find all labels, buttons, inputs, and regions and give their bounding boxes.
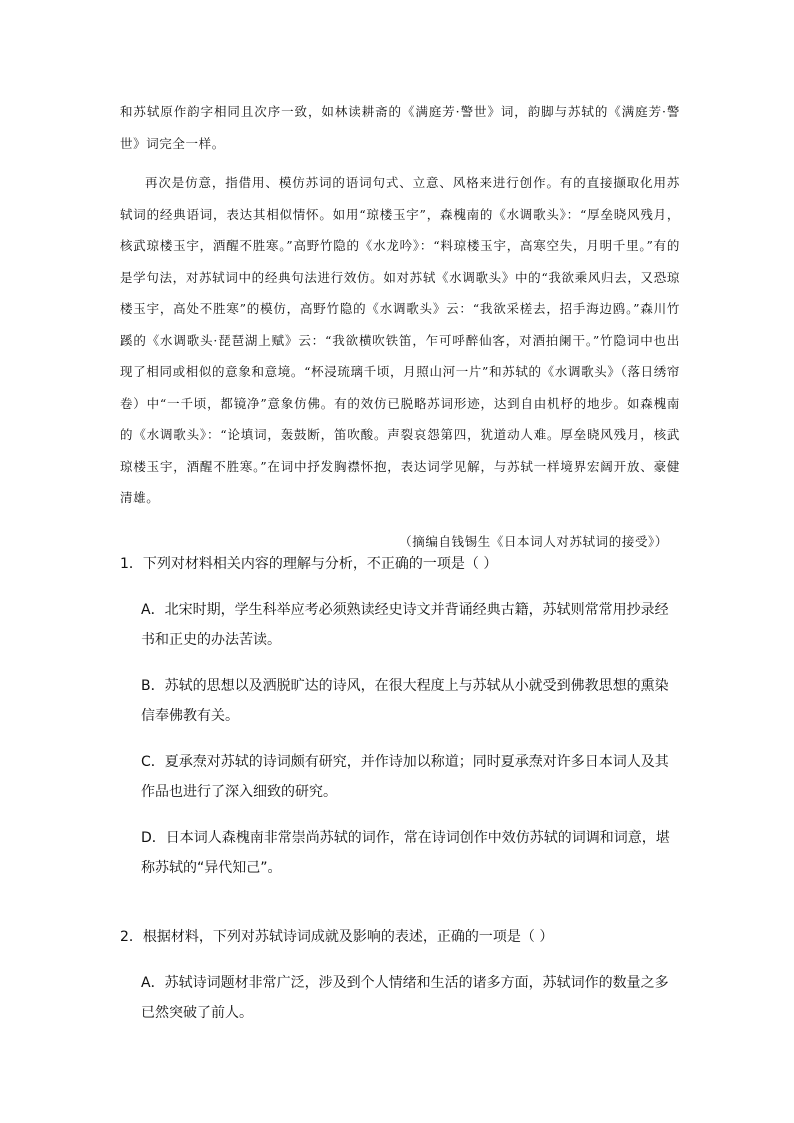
question-2 [120, 922, 680, 1028]
question-1-stem: 1．下列对材料相关内容的理解与分析，不正确的一项是（ ） [120, 556, 498, 572]
passage-paragraph-imitation: 再次是仿意，指借用、模仿苏词的语词句式、立意、风格来进行创作。有的直接撷取化用苏轼词的经典语词，表达其相似情怀。如用“琼楼玉宇”，森槐南的《水调歌头》：“厚垒晓风残月，核武琼楼玉宇，酒醒不胜寒。”高野竹隐的《水龙吟》：“料琼楼玉宇，高寒空失，月明千里。”有的是学句法，对苏轼词中的经典句法进行效仿。如对苏轼《水调歌头》中的“我欲乘风归去，又恐琼楼玉宇，高处不胜寒”的模仿，高野竹隐的《水调歌头》云：“我欲采槎去，招手海边鸥。”森川竹蹊的《水调歌头·琵琶湖上赋》云：“我欲横吹铁笛，乍可呼醉仙客，对酒拍阑干。”竹隐词中也出现了相同或相似的意象和意境。“杯浸琉璃千顷，月照山河一片”和苏轼的《水调歌头》（落日绣帘卷）中“一千顷，都镜净”意象仿佛。有的效仿已脱略苏词形迹，达到自由机杼的地步。如森槐南的《水调歌头》：“论填词，轰鼓断，笛吹酸。声裂哀怨第四，犹道动人难。厚垒晓风残月，核武琼楼玉宇，酒醒不胜寒。”在词中抒发胸襟怀抱，表达词学见解，与苏轼一样境界宏阔开放、豪健清雄。 [120, 175, 680, 505]
reading-passage [120, 96, 680, 514]
question-1 [120, 549, 680, 883]
question-1-option-d[interactable]: D．日本词人森槐南非常崇尚苏轼的词作，常在诗词创作中效仿苏轼的词调和词意，堪称苏轼的“异代知己”。 [141, 830, 670, 876]
question-1-option-c[interactable]: C．夏承焘对苏轼的诗词颇有研究，并作诗加以称道；同时夏承焘对许多日本词人及其作品也进行了深入细致的研究。 [141, 754, 669, 800]
question-1-option-b[interactable]: B．苏轼的思想以及洒脱旷达的诗风，在很大程度上与苏轼从小就受到佛教思想的熏染信奉佛教有关。 [141, 678, 669, 724]
passage-paragraph-continued: 和苏轼原作韵字相同且次序一致，如林读耕斋的《满庭芳·警世》词，韵脚与苏轼的《满庭芳·警世》词完全一样。 [120, 104, 680, 151]
question-1-option-a[interactable]: A．北宋时期，学生科举应考必须熟读经史诗文并背诵经典古籍，苏轼则常常用抄录经书和正史的办法苦读。 [141, 602, 669, 648]
question-2-stem: 2．根据材料，下列对苏轼诗词成就及影响的表述，正确的一项是（ ） [120, 929, 554, 945]
question-2-option-a[interactable]: A．苏轼诗词题材非常广泛，涉及到个人情绪和生活的诸多方面，苏轼词作的数量之多已然突破了前人。 [141, 975, 669, 1021]
passage-source-citation: （摘编自钱锡生《日本词人对苏轼词的接受》） [399, 534, 668, 549]
